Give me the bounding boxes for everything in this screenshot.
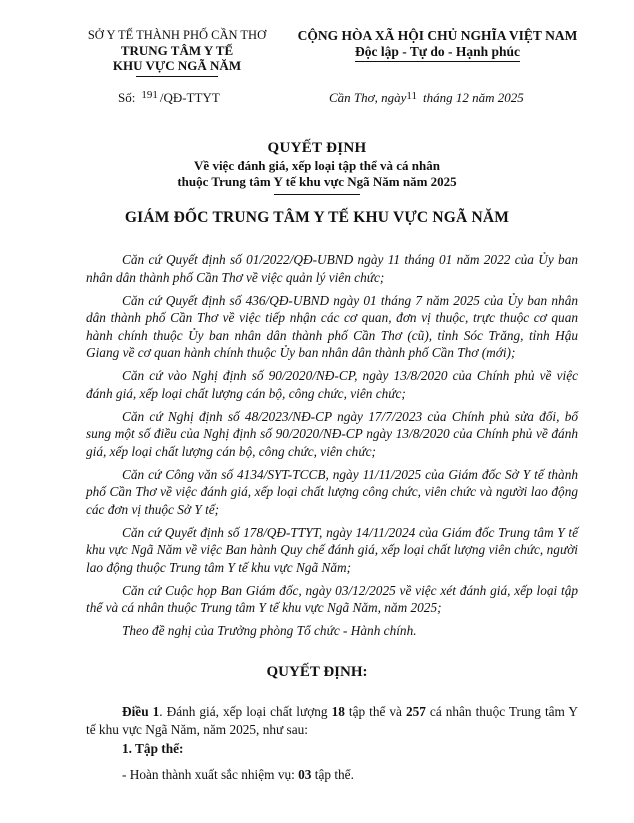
collective-count: 18	[331, 704, 345, 719]
parent-agency: SỞ Y TẾ THÀNH PHỐ CẦN THƠ	[87, 28, 267, 42]
legal-basis-paragraph: Căn cứ vào Nghị định số 90/2020/NĐ-CP, ngày 13/8/2020 của Chính phủ về việc đánh giá, xếp loại chất lượng cán bộ, công chức, viên chức;	[86, 368, 578, 401]
date-prefix: Cần Thơ, ngày	[329, 90, 407, 105]
section-collective-heading: 1. Tập thể:	[122, 741, 184, 756]
article-1-text-c: cá nhân thuộc Trung tâm Y tế khu vực Ngã Năm, năm 2025, như sau:	[86, 704, 578, 737]
doc-number-prefix: Số:	[118, 90, 136, 105]
legal-basis-paragraph: Căn cứ Quyết định số 178/QĐ-TTYT, ngày 14/11/2024 của Giám đốc Trung tâm Y tế khu vực Ngã Năm về việc Ban hành Quy chế đánh giá, xếp loại chất lượng viên chức, người lao động thuộc Trung tâm Y tế khu vực Ngã Năm;	[86, 524, 578, 575]
legal-basis-paragraph: Theo đề nghị của Trưởng phòng Tổ chức - Hành chính.	[122, 623, 417, 638]
list-item	[122, 767, 354, 783]
agency-name-line2: KHU VỰC NGÃ NĂM	[112, 58, 242, 73]
national-motto: Độc lập - Tự do - Hạnh phúc	[355, 44, 520, 62]
agency-name-line1: TRUNG TÂM Y TẾ	[120, 43, 234, 58]
legal-bases	[86, 251, 578, 645]
legal-basis-paragraph: Căn cứ Cuộc họp Ban Giám đốc, ngày 03/12/2025 về việc xét đánh giá, xếp loại tập thể và cá nhân thuộc Trung tâm Y tế khu vực Ngã Năm, năm 2025;	[86, 582, 578, 615]
issuing-agency-block	[82, 28, 272, 77]
subtitle-underline	[274, 194, 360, 195]
individual-count: 257	[405, 704, 426, 719]
doc-number-suffix: /QĐ-TTYT	[159, 90, 220, 105]
document-subtitle	[0, 158, 634, 195]
national-title-block	[285, 28, 590, 62]
doc-number-value: 191	[141, 89, 158, 101]
list-item-suffix: tập thể.	[311, 767, 354, 782]
date-rest: tháng 12 năm 2025	[422, 90, 524, 105]
agency-underline	[136, 76, 218, 77]
document-date	[329, 90, 524, 106]
document-title: QUYẾT ĐỊNH	[267, 140, 367, 156]
legal-basis-paragraph: Căn cứ Công văn số 4134/SYT-TCCB, ngày 11/11/2025 của Giám đốc Sở Y tế thành phố Cần Thơ về việc đánh giá, xếp loại chất lượng công chức, viên chức và người lao động các đơn vị thuộc Sở Y tế;	[86, 466, 578, 517]
country-name: CỘNG HÒA XÃ HỘI CHỦ NGHĨA VIỆT NAM	[297, 28, 578, 43]
legal-basis-paragraph: Căn cứ Quyết định số 436/QĐ-UBND ngày 01 tháng 7 năm 2025 của Ủy ban nhân dân thành phố Cần Thơ về việc tiếp nhận các cơ quan, đơn vị thuộc, trực thuộc cơ quan hành chính thuộc Ủy ban nhân dân thành phố Cần Thơ (cũ), tỉnh Sóc Trăng, tỉnh Hậu Giang về cơ quan hành chính thuộc Ủy ban nhân dân thành phố Cần Thơ (mới);	[86, 292, 578, 360]
article-1-text-a: . Đánh giá, xếp loại chất lượng	[159, 704, 332, 719]
legal-basis-paragraph: Căn cứ Nghị định số 48/2023/NĐ-CP ngày 17/7/2023 của Chính phủ sửa đổi, bổ sung một số điều của Nghị định số 90/2020/NĐ-CP ngày 13/8/2020 của Chính phủ về đánh giá, xếp loại chất lượng cán bộ, công chức, viên chức;	[86, 408, 578, 459]
issuer-heading: GIÁM ĐỐC TRUNG TÂM Y TẾ KHU VỰC NGÃ NĂM	[124, 209, 510, 226]
legal-basis-paragraph: Căn cứ Quyết định số 01/2022/QĐ-UBND ngày 11 tháng 01 năm 2022 của Ủy ban nhân dân thành phố Cần Thơ về việc quản lý viên chức;	[86, 252, 578, 285]
date-day: 11	[406, 90, 417, 102]
document-number	[118, 90, 220, 106]
article-1	[86, 703, 578, 739]
subtitle-line2: thuộc Trung tâm Y tế khu vực Ngã Năm năm 2025	[177, 174, 457, 189]
list-item-text: - Hoàn thành xuất sắc nhiệm vụ:	[122, 767, 299, 782]
decision-heading: QUYẾT ĐỊNH:	[266, 664, 368, 680]
list-item-count: 03	[298, 767, 312, 782]
article-1-label: Điều 1	[122, 704, 160, 719]
article-1-text-b: tập thể và	[344, 704, 406, 719]
subtitle-line1: Về việc đánh giá, xếp loại tập thể và cá nhân	[194, 158, 440, 173]
